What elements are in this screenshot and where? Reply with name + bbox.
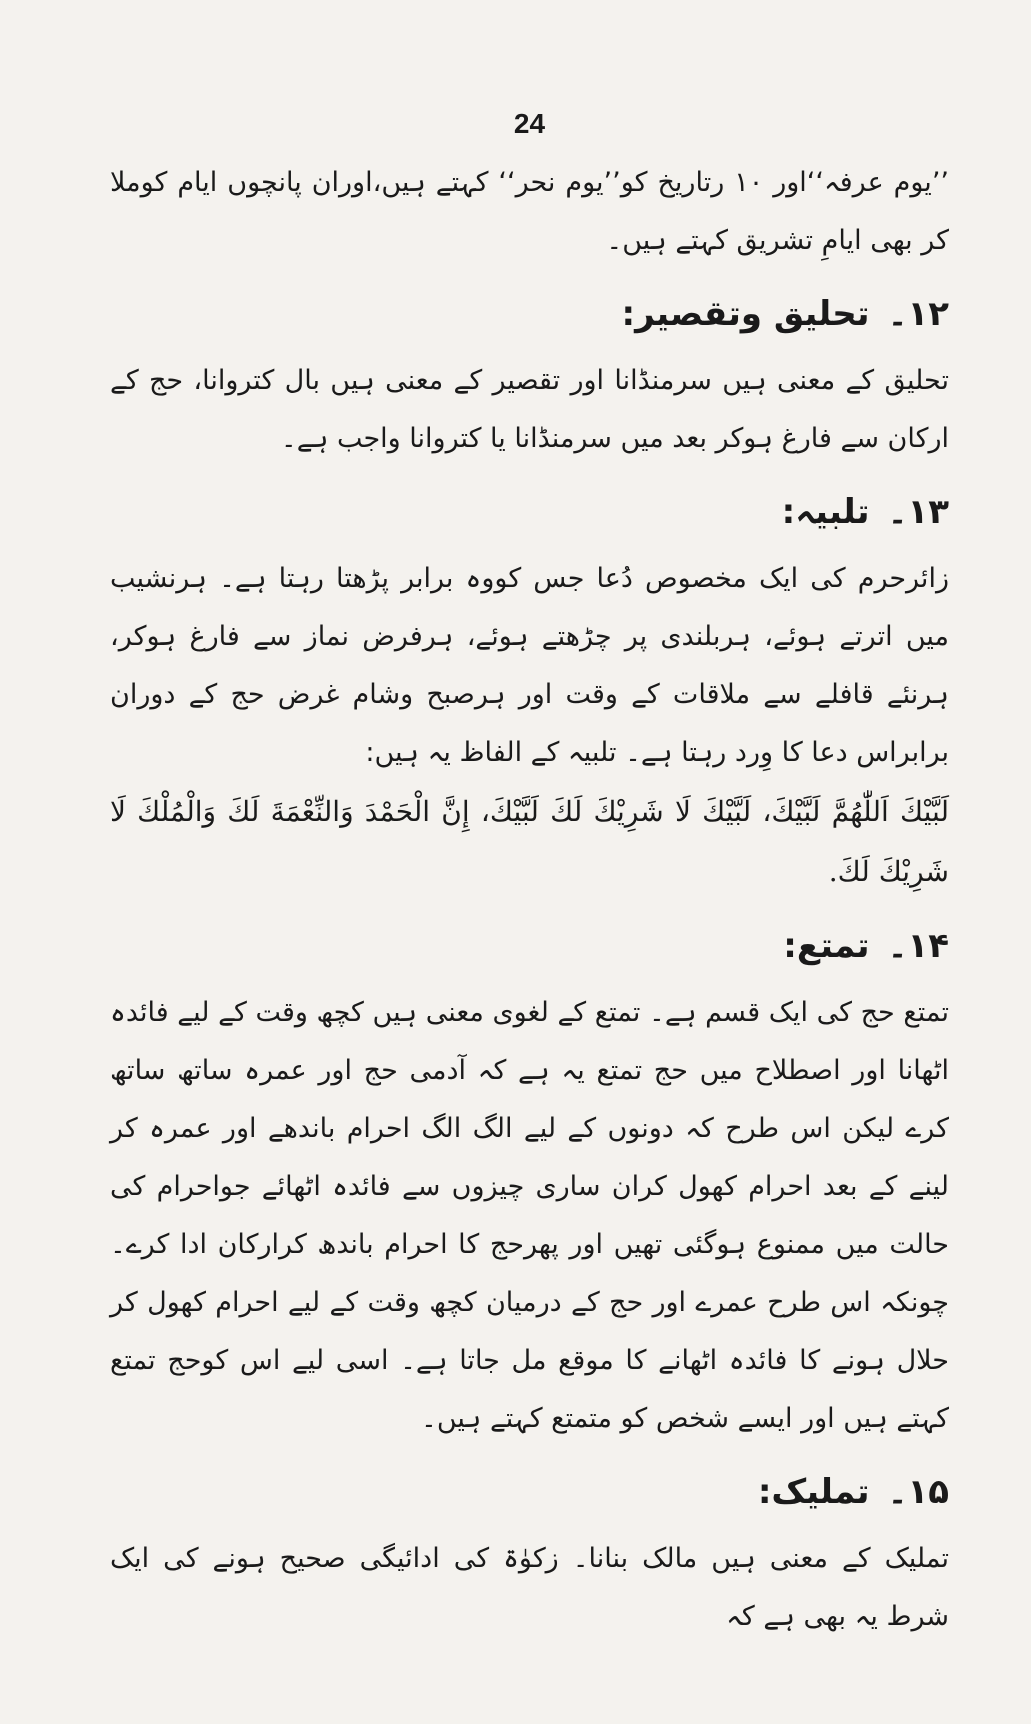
paragraph-tahleeq-taqseer: تحلیق کے معنی ہیں سرمنڈانا اور تقصیر کے معنی ہیں بال کتروانا، حج کے ارکان سے فارغ ہوکر بعد میں سرمنڈانا یا کتروانا واجب ہے۔: [110, 365, 949, 454]
heading-title: تمتع:: [783, 926, 870, 966]
heading-title: تحلیق وتقصیر:: [621, 294, 870, 334]
heading-talbiyah: [110, 482, 949, 542]
page-number: 24: [513, 108, 546, 139]
arabic-talbiyah-text: لَبَّيْكَ اَللّٰهُمَّ لَبَّيْكَ، لَبَّيْكَ لَا شَرِيْكَ لَكَ لَبَّيْكَ، إِنَّ الْحَمْدَ وَالنِّعْمَةَ لَكَ وَالْمُلْكَ لَا شَرِيْكَ لَكَ.: [110, 795, 949, 888]
heading-number: ۱۳۔: [887, 492, 949, 532]
heading-tahleeq-taqseer: [110, 284, 949, 344]
paragraph-tamleek: تملیک کے معنی ہیں مالک بنانا۔ زکوٰۃ کی ادائیگی صحیح ہونے کی ایک شرط یہ بھی ہے کہ: [110, 1543, 949, 1632]
heading-number: ۱۵۔: [887, 1472, 949, 1512]
heading-title: تملیک:: [757, 1472, 870, 1512]
paragraph-ayyam-tashreeq: ’’یوم عرفہ‘‘اور ۱۰ رتاریخ کو’’یوم نحر‘‘ کہتے ہیں،اوران پانچوں ایام کوملا کر بھی ایامِ تشریق کہتے ہیں۔: [110, 167, 949, 256]
heading-title: تلبیہ:: [781, 492, 870, 532]
heading-number: ۱۴۔: [887, 926, 949, 966]
paragraph-tamattu: تمتع حج کی ایک قسم ہے۔ تمتع کے لغوی معنی ہیں کچھ وقت کے لیے فائدہ اٹھانا اور اصطلاح میں حج تمتع یہ ہے کہ آدمی حج اور عمرہ ساتھ ساتھ کرے لیکن اس طرح کہ دونوں کے لیے الگ الگ احرام باندھے اور عمرہ کر لینے کے بعد احرام کھول کران ساری چیزوں سے فائدہ اٹھائے جواحرام کی حالت میں ممنوع ہوگئی تھیں اور پھرحج کا احرام باندھ کرارکان ادا کرے۔ چونکہ اس طرح عمرے اور حج کے درمیان کچھ وقت کے لیے احرام کھول کر حلال ہونے کا فائدہ اٹھانے کا موقع مل جاتا ہے۔ اسی لیے اس کوحج تمتع کہتے ہیں اور ایسے شخص کو متمتع کہتے ہیں۔: [110, 997, 949, 1434]
heading-number: ۱۲۔: [887, 294, 949, 334]
paragraph-talbiyah: زائرحرم کی ایک مخصوص دُعا جس کووہ برابر پڑھتا رہتا ہے۔ ہرنشیب میں اترتے ہوئے، ہربلندی پر چڑھتے ہوئے، ہرفرض نماز سے فارغ ہوکر، ہرنئے قافلے سے ملاقات کے وقت اور ہرصبح وشام غرض حج کے دوران برابراس دعا کا وِرد رہتا ہے۔ تلبیہ کے الفاظ یہ ہیں:: [110, 563, 949, 768]
heading-tamleek: [110, 1462, 949, 1522]
heading-tamattu: [110, 916, 949, 976]
